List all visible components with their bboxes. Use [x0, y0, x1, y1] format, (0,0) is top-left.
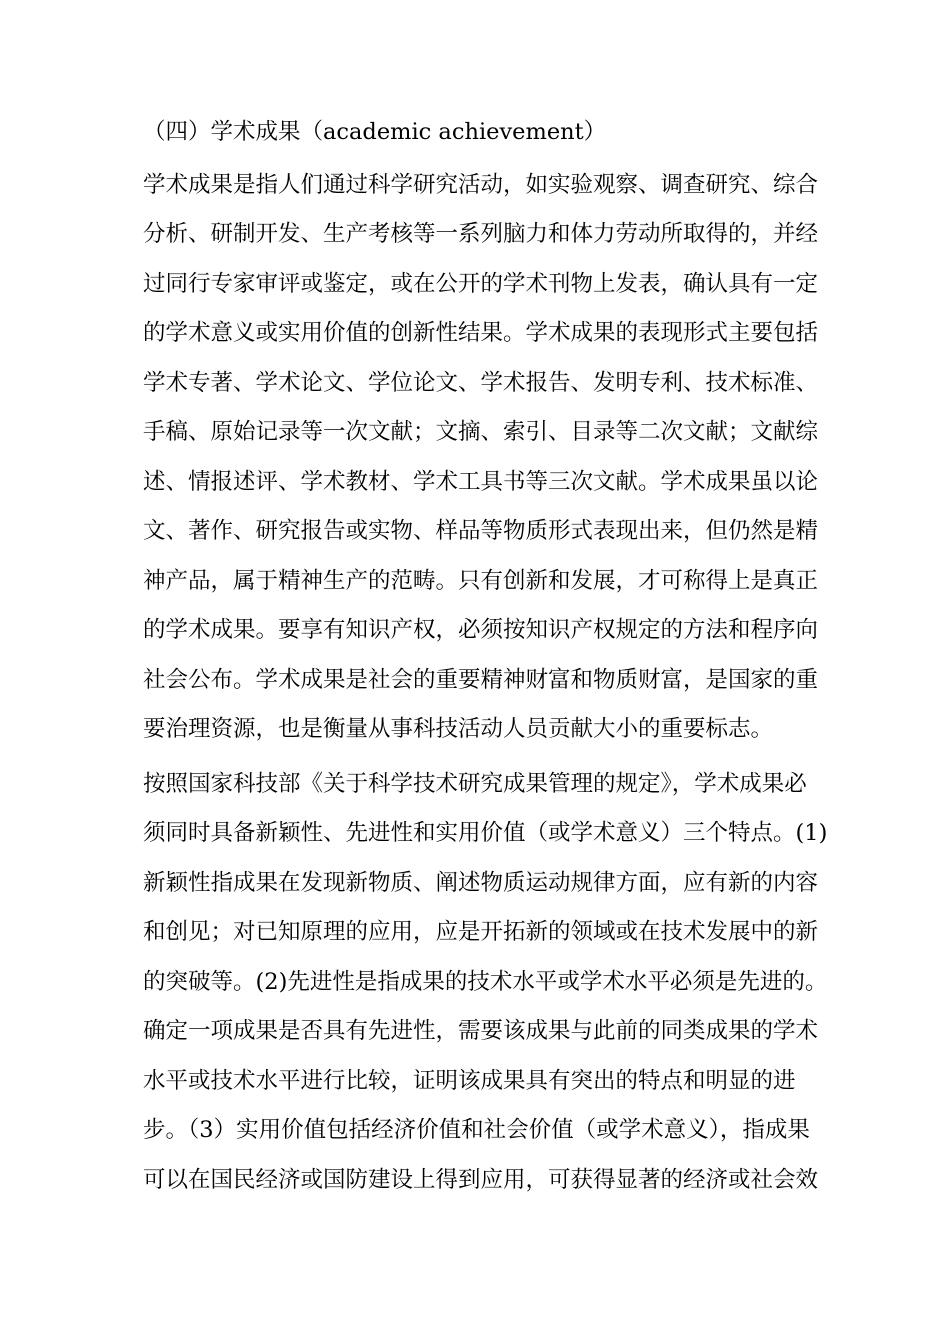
paragraph-line: 水平或技术水平进行比较，证明该成果具有突出的特点和明显的进 — [143, 1068, 796, 1094]
paragraph-line: 按照国家科技部《关于科学技术研究成果管理的规定》，学术成果必 — [143, 771, 807, 797]
paragraph-line: 和创见；对已知原理的应用，应是开拓新的领域或在技术发展中的新 — [143, 919, 819, 945]
paragraph-line: 学术专著、学术论文、学位论文、学术报告、发明专利、技术标准、 — [143, 370, 819, 396]
paragraph-line: 新颖性指成果在发现新物质、阐述物质运动规律方面，应有新的内容 — [143, 870, 819, 896]
paragraph-line: 须同时具备新颖性、先进性和实用价值（或学术意义）三个特点。(1) — [143, 820, 828, 846]
paragraph-line: 可以在国民经济或国防建设上得到应用，可获得显著的经济或社会效 — [143, 1167, 819, 1193]
paragraph-line: 手稿、原始记录等一次文献；文摘、索引、目录等二次文献；文献综 — [143, 419, 819, 445]
paragraph-line: 的学术成果。要享有知识产权，必须按知识产权规定的方法和程序向 — [143, 617, 819, 643]
paragraph-line: 分析、研制开发、生产考核等一系列脑力和体力劳动所取得的，并经 — [143, 221, 819, 247]
paragraph-line: 文、著作、研究报告或实物、样品等物质形式表现出来，但仍然是精 — [143, 518, 819, 544]
paragraph-line: 过同行专家审评或鉴定，或在公开的学术刊物上发表，确认具有一定 — [143, 271, 819, 297]
section-heading: （四）学术成果（academic achievement） — [143, 119, 607, 145]
paragraph-line: 社会公布。学术成果是社会的重要精神财富和物质财富，是国家的重 — [143, 667, 819, 693]
paragraph-line: 神产品，属于精神生产的范畴。只有创新和发展，才可称得上是真正 — [143, 568, 819, 594]
paragraph-line: 的学术意义或实用价值的创新性结果。学术成果的表现形式主要包括 — [143, 320, 819, 346]
paragraph-line: 学术成果是指人们通过科学研究活动，如实验观察、调查研究、综合 — [143, 172, 819, 198]
paragraph-line: 述、情报述评、学术教材、学术工具书等三次文献。学术成果虽以论 — [143, 469, 819, 495]
paragraph-line: 步。（3）实用价值包括经济价值和社会价值（或学术意义），指成果 — [143, 1117, 810, 1143]
paragraph-line: 的突破等。(2)先进性是指成果的技术水平或学术水平必须是先进的。 — [143, 969, 828, 995]
paragraph-line: 要治理资源，也是衡量从事科技活动人员贡献大小的重要标志。 — [143, 716, 774, 742]
paragraph-line: 确定一项成果是否具有先进性，需要该成果与此前的同类成果的学术 — [143, 1018, 819, 1044]
